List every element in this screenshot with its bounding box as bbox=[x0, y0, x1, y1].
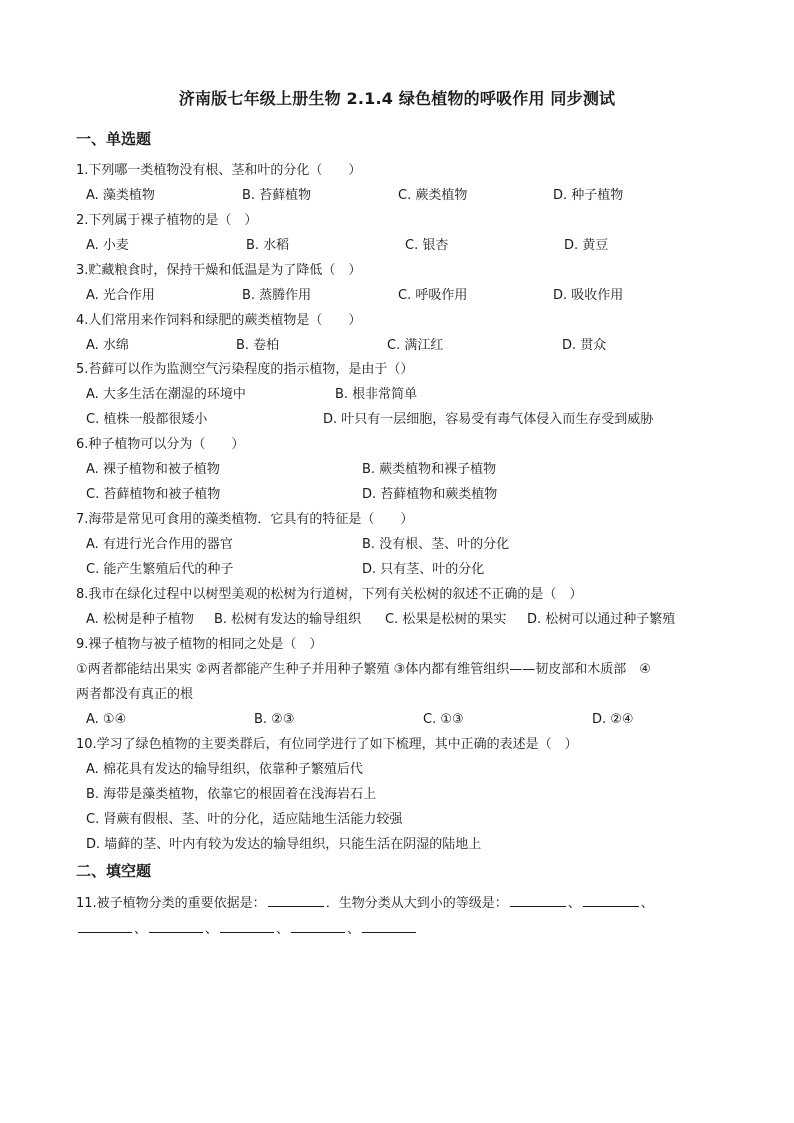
option-d: D. 吸收作用 bbox=[553, 288, 624, 303]
option-b: B. 根非常简单 bbox=[335, 387, 418, 402]
question-stem: 7.海带是常见可食用的藻类植物．它具有的特征是（ ） bbox=[76, 512, 414, 527]
page-title: 济南版七年级上册生物 2.1.4 绿色植物的呼吸作用 同步测试 bbox=[178, 89, 616, 108]
question-stem: 10.学习了绿色植物的主要类群后，有位同学进行了如下梳理，其中正确的表述是（ ） bbox=[76, 737, 578, 752]
question-stem: 5.苔藓可以作为监测空气污染程度的指示植物，是由于（） bbox=[76, 362, 414, 377]
question-statement-line: 两者都没有真正的根 bbox=[76, 687, 194, 702]
option-c: C. 植株一般都很矮小 bbox=[86, 412, 208, 427]
option-a: A. 棉花具有发达的输导组织，依靠种子繁殖后代 bbox=[86, 762, 363, 777]
option-a: A. 小麦 bbox=[86, 238, 129, 253]
option-b: B. 没有根、茎、叶的分化 bbox=[362, 537, 510, 552]
separator: 、 bbox=[347, 922, 361, 937]
option-c: C. 肾蕨有假根、茎、叶的分化，适应陆地生活能力较强 bbox=[86, 812, 403, 827]
option-c: C. 银杏 bbox=[405, 238, 449, 253]
option-c: C. 苔藓植物和被子植物 bbox=[86, 487, 221, 502]
question-stem: 4.人们常用来作饲料和绿肥的蕨类植物是（ ） bbox=[76, 313, 362, 328]
option-d: D. 叶只有一层细胞，容易受有毒气体侵入而生存受到威胁 bbox=[323, 412, 654, 427]
question-stem: 6.种子植物可以分为（ ） bbox=[76, 437, 245, 452]
option-b: B. ②③ bbox=[254, 712, 295, 727]
answer-blank[interactable] bbox=[268, 894, 324, 907]
answer-blank[interactable] bbox=[220, 920, 274, 933]
fill-question-line-2 bbox=[76, 920, 418, 939]
fill-question-line-1 bbox=[76, 894, 654, 913]
option-a: A. 裸子植物和被子植物 bbox=[86, 462, 220, 477]
answer-blank[interactable] bbox=[583, 894, 639, 907]
option-d: D. 贯众 bbox=[562, 338, 607, 353]
question-stem: 9.裸子植物与被子植物的相同之处是（ ） bbox=[76, 637, 323, 652]
separator: 、 bbox=[205, 922, 219, 937]
separator: 、 bbox=[276, 922, 290, 937]
option-a: A. 水绵 bbox=[86, 338, 129, 353]
option-c: C. 呼吸作用 bbox=[398, 288, 468, 303]
separator: 、 bbox=[567, 896, 581, 911]
option-a: A. 大多生活在潮湿的环境中 bbox=[86, 387, 246, 402]
question-stem: 8.我市在绿化过程中以树型美观的松树为行道树，下列有关松树的叙述不正确的是（ ） bbox=[76, 587, 583, 602]
option-a: A. 有进行光合作用的器官 bbox=[86, 537, 233, 552]
option-b: B. 海带是藻类植物，依靠它的根固着在浅海岩石上 bbox=[86, 787, 377, 802]
fill-question-text: 11.被子植物分类的重要依据是： bbox=[76, 896, 266, 911]
option-d: D. 黄豆 bbox=[564, 238, 609, 253]
option-d: D. 墙藓的茎、叶内有较为发达的输导组织，只能生活在阴湿的陆地上 bbox=[86, 837, 482, 852]
option-b: B. 卷柏 bbox=[236, 338, 280, 353]
option-c: C. 满江红 bbox=[387, 338, 444, 353]
section-heading-fill-in: 二、填空题 bbox=[76, 862, 152, 880]
question-stem: 2.下列属于裸子植物的是（ ） bbox=[76, 213, 258, 228]
option-d: D. 松树可以通过种子繁殖 bbox=[527, 612, 676, 627]
question-stem: 1.下列哪一类植物没有根、茎和叶的分化（ ） bbox=[76, 163, 362, 178]
option-b: B. 蒸腾作用 bbox=[242, 288, 312, 303]
separator: 、 bbox=[640, 896, 654, 911]
option-d: D. ②④ bbox=[592, 712, 634, 727]
option-d: D. 苔藓植物和蕨类植物 bbox=[362, 487, 498, 502]
option-a: A. 藻类植物 bbox=[86, 188, 155, 203]
answer-blank[interactable] bbox=[362, 920, 416, 933]
separator: 、 bbox=[134, 922, 148, 937]
answer-blank[interactable] bbox=[291, 920, 345, 933]
option-a: A. 光合作用 bbox=[86, 288, 155, 303]
option-c: C. 松果是松树的果实 bbox=[385, 612, 507, 627]
answer-blank[interactable] bbox=[78, 920, 132, 933]
option-d: D. 只有茎、叶的分化 bbox=[362, 562, 485, 577]
option-b: B. 蕨类植物和裸子植物 bbox=[362, 462, 497, 477]
answer-blank[interactable] bbox=[510, 894, 566, 907]
option-b: B. 水稻 bbox=[246, 238, 290, 253]
option-b: B. 苔藓植物 bbox=[242, 188, 312, 203]
fill-question-text: ．生物分类从大到小的等级是： bbox=[325, 896, 508, 911]
question-statement-line: ①两者都能结出果实 ②两者都能产生种子并用种子繁殖 ③体内都有维管组织——韧皮部和木质部 ④ bbox=[76, 662, 651, 677]
option-c: C. ①③ bbox=[423, 712, 464, 727]
option-a: A. ①④ bbox=[86, 712, 127, 727]
option-b: B. 松树有发达的输导组织 bbox=[214, 612, 362, 627]
option-d: D. 种子植物 bbox=[553, 188, 624, 203]
answer-blank[interactable] bbox=[149, 920, 203, 933]
option-a: A. 松树是种子植物 bbox=[86, 612, 194, 627]
section-heading-single-choice: 一、单选题 bbox=[76, 130, 152, 148]
option-c: C. 能产生繁殖后代的种子 bbox=[86, 562, 234, 577]
question-stem: 3.贮藏粮食时，保持干燥和低温是为了降低（ ） bbox=[76, 263, 362, 278]
option-c: C. 蕨类植物 bbox=[398, 188, 468, 203]
